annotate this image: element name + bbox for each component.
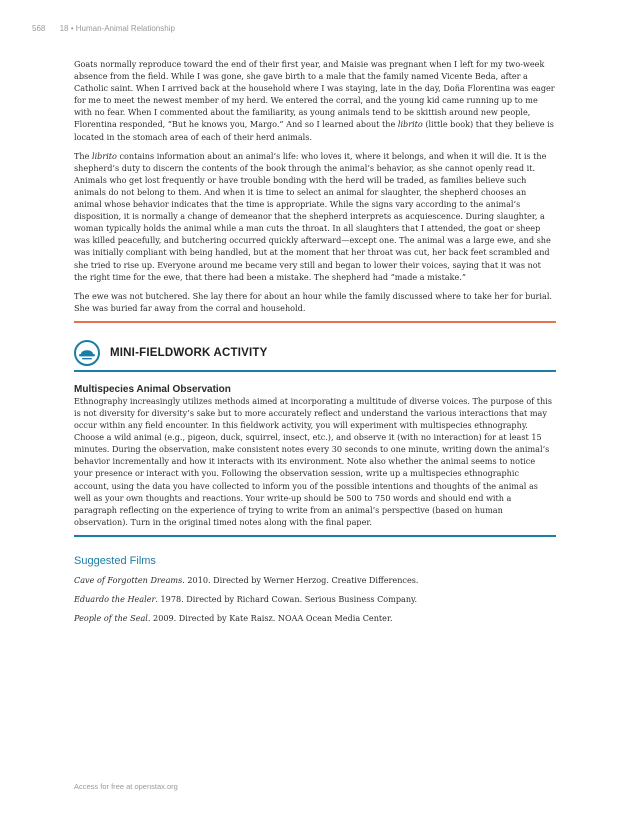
body-paragraph: The librito contains information about an animal’s life: who loves it, where it belongs, and when it will die. It is the shepherd’s duty to discern the contents of the book through the animal’s behavior, as she cannot openly read it. Animals who get lost frequently or have trouble bonding with the herd will be traded, as families believe such animals do not belong to them. And when it is time to select an animal for slaughter, the shepherd chooses an animal whose behavior indicates that the time is appropriate. While the signs vary according to the animal’s disposition, it is normally a change of demeanor that the shepherd interprets as acquiescence. During slaughter, a woman typically holds the animal while a man cuts the throat. In all slaughters that I attended, the goat or sheep was killed peacefully, and butchering occurred quickly afterward—except one. The animal was a large ewe, and she was initially compliant with being handled, but at the moment that her throat was cut, her back feet scrambled and she tried to rise up. Everyone around me became very still and began to lower their voices, saying that it was not the right time for the ewe, that there had been a mistake. The shepherd had “made a mistake.”: [74, 150, 551, 282]
body-paragraph: The ewe was not butchered. She lay there for about an hour while the family discussed where to take her for burial. She was buried far away from the corral and household.: [74, 290, 553, 313]
activity-bottom-rule: [74, 535, 556, 537]
activity-header: [74, 338, 556, 372]
film-item: Eduardo the Healer. 1978. Directed by Richard Cowan. Serious Business Company.: [74, 593, 418, 604]
main-content: [74, 58, 556, 624]
films-heading: Suggested Films: [74, 554, 156, 567]
activity-subtitle: Multispecies Animal Observation: [74, 383, 231, 395]
film-item: People of the Seal. 2009. Directed by Kate Raisz. NOAA Ocean Media Center.: [74, 612, 393, 623]
fieldwork-hat-icon: [74, 340, 100, 366]
chapter-title: 18 • Human-Animal Relationship: [59, 24, 175, 33]
body-paragraph: Goats normally reproduce toward the end of their first year, and Maisie was pregnant when I left for my two-week absence from the field. While I was gone, she gave birth to a male that the family named Vicente Beda, after a Catholic saint. When I arrived back at the household where I was staying, late in the day, Doña Florentina was eager for me to meet the newest member of my herd. We entered the corral, and the young kid came running up to me with no fear. When I commented about the familiarity, as young animals tend to be skittish around new people, Florentina responded, “But he knows you, Margo.” And so I learned about the librito (little book) that they believe is located in the stomach area of each of their herd animals.: [74, 59, 555, 142]
activity-body: Ethnography increasingly utilizes methods aimed at incorporating a multitude of diverse voices. The purpose of this is not diversity for diversity’s sake but to more accurately reflect and understand the various interactions that may occur within any field encounter. In this fieldwork activity, you will experiment with multispecies ethnography. Choose a wild animal (e.g., pigeon, duck, squirrel, insect, etc.), and observe it (with no interaction) for at least 15 minutes. During the observation, make consistent notes every 30 seconds to one minute, writing down the animal’s behavior incrementally and how it interacts with its environment. Note also whether the animal seems to notice your presence or interact with you. Following the observation session, write up a multispecies ethnographic account, using the data you have collected to inform you of the possible intentions and thoughts of the animal as well as your own thoughts and reactions. Your write-up should be 500 to 750 words and should end with a paragraph reflecting on the experience of trying to write from an animal’s perspective (based on human observation). Turn in the original timed notes along with the final paper.: [74, 395, 552, 527]
film-item: Cave of Forgotten Dreams. 2010. Directed by Werner Herzog. Creative Differences.: [74, 574, 419, 585]
running-head: [32, 24, 175, 33]
footer-link[interactable]: Access for free at openstax.org: [74, 782, 178, 791]
section-divider: [74, 321, 556, 323]
page-number: 568: [32, 24, 46, 33]
activity-title: MINI-FIELDWORK ACTIVITY: [110, 346, 268, 359]
